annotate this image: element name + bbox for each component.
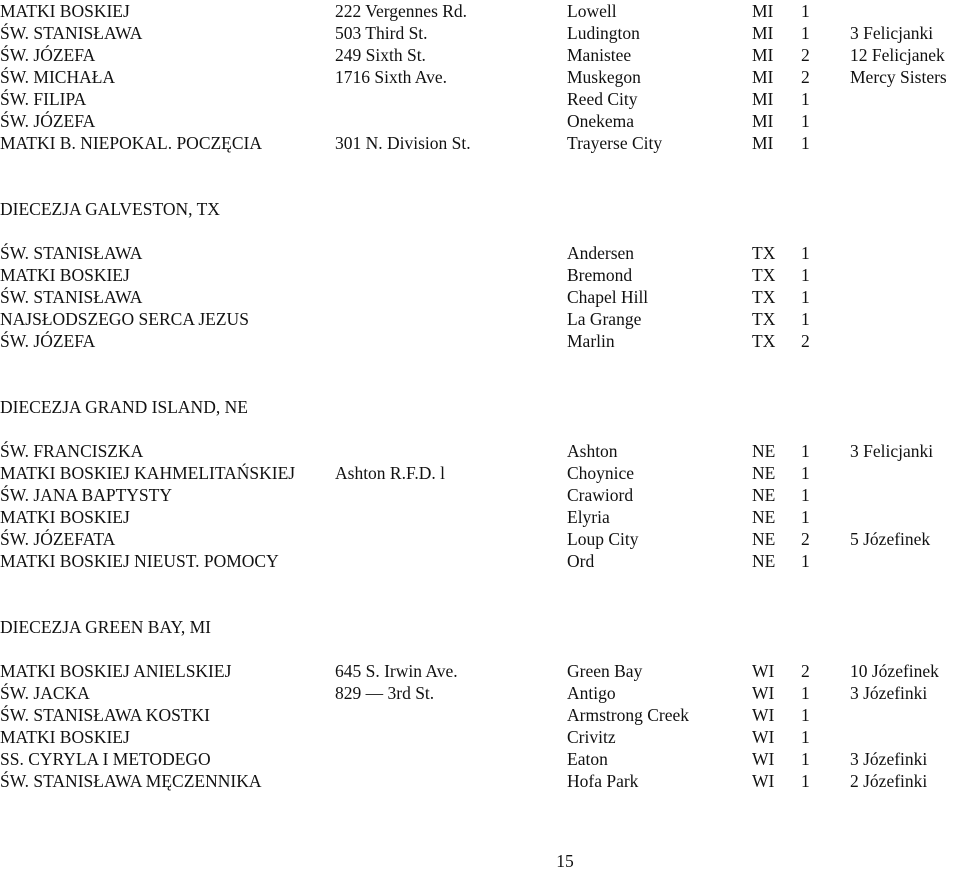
sisters: 3 Felicjanki (850, 23, 934, 43)
state: TX (752, 243, 776, 263)
count: 1 (801, 727, 810, 747)
count: 1 (801, 265, 810, 285)
count: 1 (801, 705, 810, 725)
parish-name: MATKI BOSKIEJ KAHMELITAŃSKIEJ (0, 463, 296, 483)
city: Ord (567, 551, 595, 571)
parish-row (0, 506, 960, 528)
parish-row (0, 484, 960, 506)
city: Crivitz (567, 727, 616, 747)
state: MI (752, 45, 774, 65)
city: Loup City (567, 529, 639, 549)
city: Armstrong Creek (567, 705, 689, 725)
parish-row (0, 704, 960, 726)
parish-name: MATKI B. NIEPOKAL. POCZĘCIA (0, 133, 263, 153)
city: La Grange (567, 309, 642, 329)
address: 645 S. Irwin Ave. (335, 661, 458, 681)
parish-row (0, 308, 960, 330)
city: Manistee (567, 45, 632, 65)
parish-name: ŚW. STANISŁAWA KOSTKI (0, 705, 210, 725)
diocese-heading: DIECEZJA GALVESTON, TX (0, 199, 220, 219)
city: Ludington (567, 23, 640, 43)
parish-name: ŚW. JÓZEFA (0, 45, 96, 65)
address: 249 Sixth St. (335, 45, 426, 65)
parish-name: ŚW. MICHAŁA (0, 67, 116, 87)
state: WI (752, 727, 775, 747)
parish-row (0, 440, 960, 462)
parish-row (0, 748, 960, 770)
state: NE (752, 463, 776, 483)
parish-row (0, 462, 960, 484)
state: TX (752, 287, 776, 307)
parish-name: ŚW. JÓZEFA (0, 331, 96, 351)
parish-name: ŚW. JÓZEFA (0, 111, 96, 131)
city: Green Bay (567, 661, 643, 681)
count: 2 (801, 67, 810, 87)
count: 1 (801, 507, 810, 527)
count: 1 (801, 309, 810, 329)
state: TX (752, 331, 776, 351)
count: 2 (801, 529, 810, 549)
parish-name: ŚW. STANISŁAWA (0, 243, 143, 263)
city: Onekema (567, 111, 635, 131)
state: NE (752, 551, 776, 571)
sisters: 3 Józefinki (850, 749, 928, 769)
state: NE (752, 441, 776, 461)
address: 829 — 3rd St. (335, 683, 435, 703)
city: Ashton (567, 441, 618, 461)
parish-row (0, 528, 960, 550)
parish-name: MATKI BOSKIEJ NIEUST. POMOCY (0, 551, 279, 571)
parish-name: SS. CYRYLA I METODEGO (0, 749, 211, 769)
city: Bremond (567, 265, 633, 285)
parish-row (0, 550, 960, 572)
parish-row (0, 88, 960, 110)
parish-row (0, 22, 960, 44)
count: 1 (801, 683, 810, 703)
parish-row (0, 110, 960, 132)
state: WI (752, 683, 775, 703)
count: 1 (801, 749, 810, 769)
sisters: 5 Józefinek (850, 529, 931, 549)
state: MI (752, 1, 774, 21)
city: Trayerse City (567, 133, 663, 153)
parish-name: ŚW. STANISŁAWA (0, 287, 143, 307)
sisters: Mercy Sisters (850, 67, 947, 87)
parish-row (0, 264, 960, 286)
parish-row (0, 682, 960, 704)
sisters: 12 Felicjanek (850, 45, 945, 65)
parish-row (0, 286, 960, 308)
state: MI (752, 111, 774, 131)
parish-name: ŚW. STANISŁAWA (0, 23, 143, 43)
city: Elyria (567, 507, 610, 527)
count: 1 (801, 287, 810, 307)
state: TX (752, 309, 776, 329)
address: 301 N. Division St. (335, 133, 471, 153)
city: Eaton (567, 749, 608, 769)
city: Reed City (567, 89, 638, 109)
parish-name: ŚW. JÓZEFATA (0, 529, 116, 549)
city: Choynice (567, 463, 635, 483)
state: MI (752, 23, 774, 43)
parish-name: ŚW. FILIPA (0, 89, 87, 109)
state: MI (752, 89, 774, 109)
parish-name: NAJSŁODSZEGO SERCA JEZUS (0, 309, 249, 329)
state: NE (752, 507, 776, 527)
address: 1716 Sixth Ave. (335, 67, 447, 87)
state: MI (752, 133, 774, 153)
count: 2 (801, 45, 810, 65)
state: WI (752, 771, 775, 791)
state: WI (752, 661, 775, 681)
city: Chapel Hill (567, 287, 649, 307)
city: Hofa Park (567, 771, 639, 791)
state: WI (752, 749, 775, 769)
parish-name: MATKI BOSKIEJ ANIELSKIEJ (0, 661, 232, 681)
city: Antigo (567, 683, 616, 703)
parish-row (0, 330, 960, 352)
parish-row (0, 770, 960, 792)
count: 1 (801, 89, 810, 109)
address: 222 Vergennes Rd. (335, 1, 468, 21)
parish-row (0, 726, 960, 748)
state: NE (752, 485, 776, 505)
diocese-heading: DIECEZJA GREEN BAY, MI (0, 617, 211, 637)
count: 1 (801, 551, 810, 571)
parish-name: ŚW. FRANCISZKA (0, 441, 144, 461)
count: 1 (801, 771, 810, 791)
parish-name: MATKI BOSKIEJ (0, 727, 130, 747)
state: NE (752, 529, 776, 549)
count: 1 (801, 111, 810, 131)
city: Lowell (567, 1, 617, 21)
count: 1 (801, 23, 810, 43)
parish-name: ŚW. JACKA (0, 683, 90, 703)
parish-name: MATKI BOSKIEJ (0, 1, 130, 21)
parish-name: ŚW. STANISŁAWA MĘCZENNIKA (0, 771, 262, 791)
sisters: 3 Felicjanki (850, 441, 934, 461)
city: Muskegon (567, 67, 641, 87)
city: Crawiord (567, 485, 634, 505)
diocese-heading: DIECEZJA GRAND ISLAND, NE (0, 397, 248, 417)
count: 2 (801, 331, 810, 351)
parish-row (0, 0, 960, 22)
sisters: 10 Józefinek (850, 661, 939, 681)
count: 1 (801, 133, 810, 153)
address: 503 Third St. (335, 23, 428, 43)
sisters: 2 Józefinki (850, 771, 928, 791)
page-number: 15 (556, 851, 574, 871)
parish-name: MATKI BOSKIEJ (0, 507, 130, 527)
address: Ashton R.F.D. l (335, 463, 445, 483)
parish-row (0, 44, 960, 66)
city: Andersen (567, 243, 635, 263)
parish-row (0, 66, 960, 88)
count: 1 (801, 243, 810, 263)
parish-row (0, 660, 960, 682)
parish-name: MATKI BOSKIEJ (0, 265, 130, 285)
count: 1 (801, 463, 810, 483)
count: 1 (801, 485, 810, 505)
state: WI (752, 705, 775, 725)
parish-row (0, 132, 960, 154)
parish-row (0, 242, 960, 264)
state: TX (752, 265, 776, 285)
city: Marlin (567, 331, 615, 351)
state: MI (752, 67, 774, 87)
count: 1 (801, 1, 810, 21)
count: 2 (801, 661, 810, 681)
sisters: 3 Józefinki (850, 683, 928, 703)
parish-name: ŚW. JANA BAPTYSTY (0, 485, 172, 505)
count: 1 (801, 441, 810, 461)
